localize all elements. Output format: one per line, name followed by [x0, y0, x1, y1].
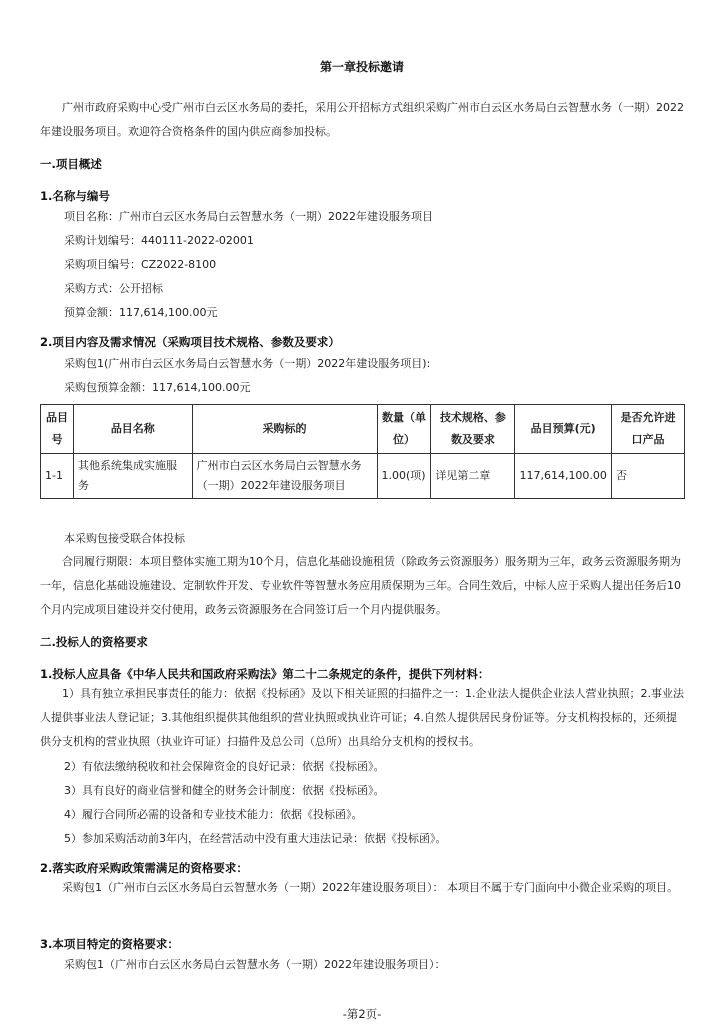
qualification-item-2: 2）有依法缴纳税收和社会保障资金的良好记录：依据《投标函》。 [64, 760, 385, 773]
policy-heading: 2.落实政府采购政策需满足的资格要求： [40, 861, 248, 875]
name-number-heading: 1.名称与编号 [40, 189, 110, 203]
section1-heading: 一.项目概述 [40, 157, 102, 171]
qualification-item-3: 3）具有良好的商业信誉和健全的财务会计制度：依据《投标函》。 [64, 784, 385, 797]
page-number: -第2页- [342, 1007, 382, 1021]
cell-quantity: 1.00(项) [377, 454, 431, 499]
header-spec: 技术规格、参数及要求 [431, 405, 515, 454]
header-item-number: 品目号 [41, 405, 74, 454]
items-table [40, 404, 685, 499]
qualification-item-4: 4）履行合同所必需的设备和专业技术能力：依据《投标函》。 [64, 808, 363, 821]
header-budget: 品目预算(元) [515, 405, 611, 454]
content-requirements-heading: 2.项目内容及需求情况（采购项目技术规格、参数及要求） [40, 335, 340, 349]
project-number: 采购项目编号：CZ2022-8100 [64, 258, 217, 271]
cell-subject: 广州市白云区水务局白云智慧水务（一期）2022年建设服务项目 [192, 454, 377, 499]
cell-budget: 117,614,100.00 [515, 454, 611, 499]
header-import: 是否允许进口产品 [611, 405, 684, 454]
procurement-method: 采购方式：公开招标 [64, 282, 163, 295]
qualification-heading: 1.投标人应具备《中华人民共和国政府采购法》第二十二条规定的条件，提供下列材料： [40, 667, 490, 681]
package-line: 采购包1(广州市白云区水务局白云智慧水务（一期）2022年建设服务项目): [64, 357, 431, 370]
package-budget: 采购包预算金额：117,614,100.00元 [64, 381, 251, 394]
header-quantity: 数量（单位） [377, 405, 431, 454]
consortium-note: 本采购包接受联合体投标 [64, 532, 185, 545]
cell-item-name: 其他系统集成实施服务 [74, 454, 193, 499]
intro-paragraph: 广州市政府采购中心受广州市白云区水务局的委托，采用公开招标方式组织采购广州市白云区水务局白云智慧水务（一期）2022年建设服务项目。欢迎符合资格条件的国内供应商参加投标。 [40, 101, 684, 138]
budget-amount: 预算金额：117,614,100.00元 [64, 306, 218, 319]
qualification-item-5: 5）参加采购活动前3年内，在经营活动中没有重大违法记录：依据《投标函》。 [64, 832, 447, 845]
specific-text: 采购包1（广州市白云区水务局白云智慧水务（一期）2022年建设服务项目）： [64, 958, 446, 971]
chapter-title: 第一章投标邀请 [319, 60, 404, 74]
header-item-name: 品目名称 [74, 405, 193, 454]
cell-spec: 详见第二章 [431, 454, 515, 499]
project-name: 项目名称：广州市白云区水务局白云智慧水务（一期）2022年建设服务项目 [64, 210, 433, 223]
cell-item-number: 1-1 [41, 454, 74, 499]
header-subject: 采购标的 [192, 405, 377, 454]
qualification-item-1: 1）具有独立承担民事责任的能力：依据《投标函》及以下相关证照的扫描件之一：1.企业法人提供企业法人营业执照；2.事业法人提供事业法人登记证；3.其他组织提供其他组织的营业执照或执业许可证；4.自然人提供居民身份证等。分支机构投标的，还须提供分支机构的营业执照（执业许可证）扫描件及总公司（总所）出具给分支机构的授权书。 [40, 687, 684, 748]
table-header-row [41, 405, 685, 454]
table-row [41, 454, 685, 499]
contract-period: 合同履行期限：本项目整体实施工期为10个月，信息化基础设施租赁（除政务云资源服务）服务期为三年，政务云资源服务期为一年，信息化基础设施建设、定制软件开发、专业软件等智慧水务应用质保期为三年。合同生效后，中标人应于采购人提出任务后10个月内完成项目建设并交付使用，政务云资源服务在合同签订后一个月内提供服务。 [40, 555, 681, 616]
plan-number: 采购计划编号：440111-2022-02001 [64, 234, 254, 247]
section2-heading: 二.投标人的资格要求 [40, 635, 148, 649]
cell-import: 否 [611, 454, 684, 499]
specific-heading: 3.本项目特定的资格要求： [40, 937, 179, 951]
policy-text: 采购包1（广州市白云区水务局白云智慧水务（一期）2022年建设服务项目）： 本项目不属于专门面向中小微企业采购的项目。 [62, 881, 678, 894]
